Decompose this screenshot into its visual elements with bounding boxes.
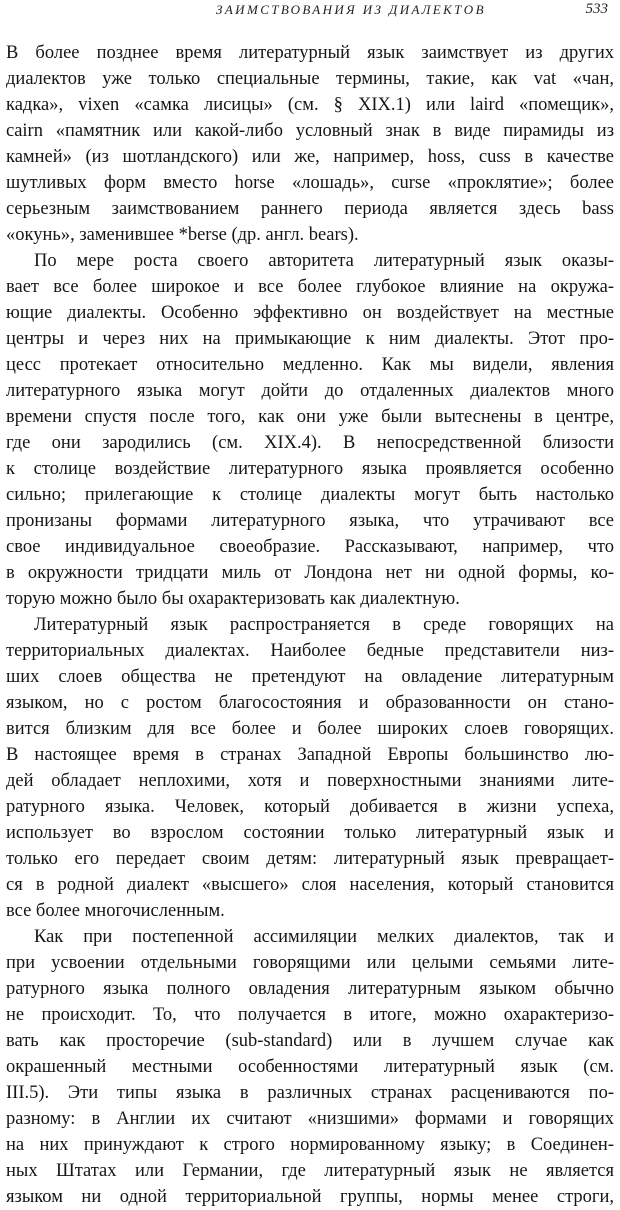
text-line: шутливых форм вместо horse «лошадь», curse «проклятие»; более [6, 173, 614, 193]
text-line: цесс протекает относительно медленно. Как мы видели, явления [6, 355, 614, 375]
paragraph [6, 612, 614, 924]
running-head [0, 0, 620, 22]
text-line: разному: в Англии их считают «низшими» формами и говорящих [6, 1109, 614, 1129]
text-line: только его передает своим детям: литературный язык превращает- [6, 849, 614, 869]
text-line: Как при постепенной ассимиляции мелких диалектов, так и [34, 927, 614, 947]
text-line: торую можно было бы охарактеризовать как диалектную. [6, 589, 460, 609]
text-line: все более многочисленным. [6, 901, 225, 921]
text-line: В более позднее время литературный язык заимствует из других [6, 43, 614, 63]
text-line: серьезным заимствованием раннего периода является здесь bass [6, 199, 614, 219]
paragraph [6, 40, 614, 248]
body-text [6, 40, 614, 1210]
text-line: пронизаны формами литературного языка, что утрачивают все [6, 511, 614, 531]
text-line: времени спустя после того, как они уже были вытеснены в центре, [6, 407, 614, 427]
text-line: на них принуждают к строго нормированному языку; в Соединен- [6, 1135, 614, 1155]
page-number: 533 [585, 1, 608, 17]
text-line: окрашенный местными особенностями литературный язык (см. [6, 1057, 614, 1077]
text-line: при усвоении отдельными говорящими или целыми семьями лите- [6, 953, 614, 973]
text-line: где они зародились (см. XIX.4). В непосредственной близости [6, 433, 614, 453]
text-line: сильно; прилегающие к столице диалекты могут быть настолько [6, 485, 614, 505]
text-line: вится близким для все более и более широких слоев говорящих. [6, 719, 614, 739]
text-line: языком, но с ростом благосостояния и образованности он стано- [6, 693, 614, 713]
text-line: использует во взрослом состоянии только литературный язык и [6, 823, 614, 843]
text-line: не происходит. То, что получается в итоге, можно охарактеризо- [6, 1005, 614, 1025]
text-line: вать как просторечие (sub-standard) или в лучшем случае как [6, 1031, 614, 1051]
text-line: к столице воздействие литературного языка проявляется особенно [6, 459, 614, 479]
text-line: Литературный язык распространяется в среде говорящих на [34, 615, 614, 635]
text-line: ных Штатах или Германии, где литературный язык не является [6, 1161, 614, 1181]
text-line: свое индивидуальное своеобразие. Рассказывают, например, что [6, 537, 614, 557]
text-line: языком ни одной территориальной группы, нормы менее строги, [6, 1187, 614, 1207]
running-title: ЗАИМСТВОВАНИЯ ИЗ ДИАЛЕКТОВ [216, 2, 486, 17]
text-line: ся в родной диалект «высшего» слоя населения, который становится [6, 875, 614, 895]
paragraph [6, 248, 614, 612]
text-line: III.5). Эти типы языка в различных странах расцениваются по- [6, 1083, 614, 1103]
text-line: кадка», vixen «самка лисицы» (см. § XIX.1) или laird «помещик», [6, 95, 614, 115]
text-line: вает все более широкое и все более глубокое влияние на окружа- [6, 277, 614, 297]
text-line: центры и через них на примыкающие к ним диалекты. Этот про- [6, 329, 614, 349]
text-line: По мере роста своего авторитета литературный язык оказы- [34, 251, 614, 271]
text-line: ющие диалекты. Особенно эффективно он воздействует на местные [6, 303, 614, 323]
text-line: «окунь», заменившее *berse (др. англ. bears). [6, 225, 359, 245]
text-line: дей обладает неплохими, хотя и поверхностными знаниями лите- [6, 771, 614, 791]
text-line: ратурного языка. Человек, который добивается в жизни успеха, [6, 797, 614, 817]
text-line: cairn «памятник или какой-либо условный знак в виде пирамиды из [6, 121, 614, 141]
text-line: камней» (из шотландского) или же, например, hoss, cuss в качестве [6, 147, 614, 167]
text-line: диалектов уже только специальные термины, такие, как vat «чан, [6, 69, 614, 89]
text-line: в окружности тридцати миль от Лондона нет ни одной формы, ко- [6, 563, 614, 583]
text-line: В настоящее время в странах Западной Европы большинство лю- [6, 745, 614, 765]
text-line: ратурного языка полного овладения литературным языком обычно [6, 979, 614, 999]
text-line: литературного языка могут дойти до отдаленных диалектов много [6, 381, 614, 401]
text-line: территориальных диалектах. Наиболее бедные представители низ- [6, 641, 614, 661]
text-line: ших слоев общества не претендуют на овладение литературным [6, 667, 614, 687]
paragraph [6, 924, 614, 1210]
